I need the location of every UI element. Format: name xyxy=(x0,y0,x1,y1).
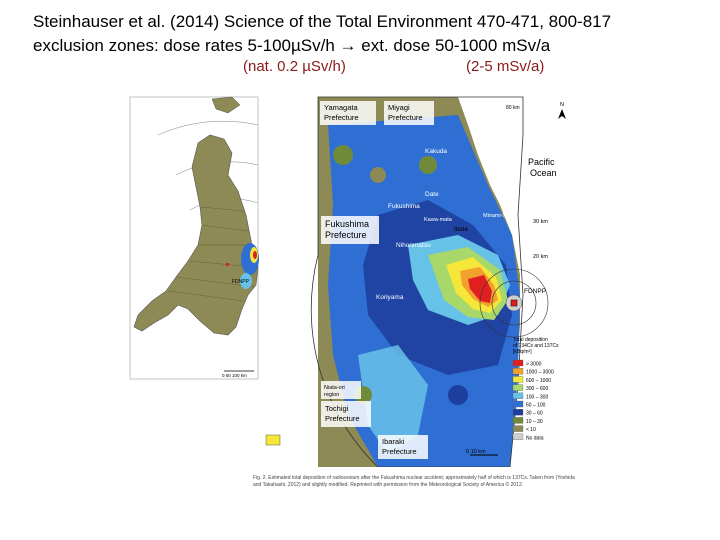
legend-title: Total deposition of 134Cs and 137Cs [kBq/m²] xyxy=(513,337,559,355)
ring-20-label: 20 km xyxy=(533,254,548,260)
label-minami-soma: Minami-Soma xyxy=(483,213,517,219)
legend-swatch xyxy=(513,401,523,407)
legend-swatch xyxy=(513,360,523,366)
legend-swatch xyxy=(513,368,523,374)
inset-scale-label: 0 50 100 km xyxy=(222,373,247,378)
label-iitate: Iitate xyxy=(454,226,469,233)
legend-label: > 3000 xyxy=(526,361,542,368)
legend-swatch xyxy=(513,409,523,415)
annual-dose-note: (2-5 mSv/a) xyxy=(466,58,545,75)
fdnpp-label: FDNPP xyxy=(524,288,547,295)
header-line-1: Steinhauser et al. (2014) Science of the Total Environment 470-471, 800-817 xyxy=(33,12,612,31)
label-nihonmatsu: Nihonmatsu xyxy=(396,242,431,249)
label-yamagata: Yamagata Prefecture xyxy=(324,103,359,122)
legend-swatch xyxy=(513,417,523,423)
legend-swatch xyxy=(513,434,523,440)
legend-label: No data xyxy=(526,435,544,442)
legend-label: 600 – 1000 xyxy=(526,377,552,384)
label-date: Date xyxy=(425,191,439,198)
legend-label: 60 – 100 xyxy=(526,402,546,409)
legend-swatch xyxy=(513,376,523,382)
inset-marker xyxy=(266,435,280,445)
natural-dose-note: (nat. 0.2 µSv/h) xyxy=(243,58,346,75)
label-miyagi: Miyagi Prefecture xyxy=(388,103,423,122)
ring-30-label: 30 km xyxy=(533,219,548,225)
legend-label: 100 – 300 xyxy=(526,394,549,401)
legend-swatch xyxy=(513,393,523,399)
label-fukushima-city: Fukushima xyxy=(388,203,420,210)
japan-inset-map xyxy=(130,97,259,379)
label-kakuda: Kakuda xyxy=(425,148,448,155)
scale-bar-label: 0 10 km xyxy=(466,449,486,455)
legend-label: 10 – 30 xyxy=(526,418,543,425)
label-tochigi: Tochigi Prefecture xyxy=(325,404,360,423)
legend-label: < 10 xyxy=(526,427,536,434)
label-fukushima-prefecture: Fukushima Prefecture xyxy=(325,219,370,240)
inset-fdnpp-label: FDNPP xyxy=(232,279,249,285)
legend-swatch xyxy=(513,426,523,432)
label-kawamata: Kawa-mata xyxy=(424,217,452,223)
legend-label: 1000 – 3000 xyxy=(526,369,554,376)
deposition-map-figure xyxy=(128,95,580,467)
figure-caption: Fig. 2. Estimated total deposition of radiocesium after the Fukushima nuclear accident; approximately half of which is 137Cs. Taken from (Yoshida and Takahashi, 2012) and slightly modified. Reprinted with permission from the Meteorological Society of America © 2012. xyxy=(253,475,575,488)
label-niata-region: Niata-ori region xyxy=(324,385,345,398)
svg-text:N: N xyxy=(560,102,564,108)
label-pacific-ocean: Pacific Ocean xyxy=(528,157,557,178)
label-ibaraki: Ibaraki Prefecture xyxy=(382,437,417,456)
ring-80-label: 80 km xyxy=(506,105,520,111)
legend-label: 300 – 600 xyxy=(526,386,549,393)
label-koriyama: Koriyama xyxy=(376,294,404,301)
header-line-2: exclusion zones: dose rates 5-100µSv/h → ext. dose 50-1000 mSv/a xyxy=(33,36,551,55)
legend-label: 30 – 60 xyxy=(526,410,543,417)
legend-swatch xyxy=(513,385,523,391)
